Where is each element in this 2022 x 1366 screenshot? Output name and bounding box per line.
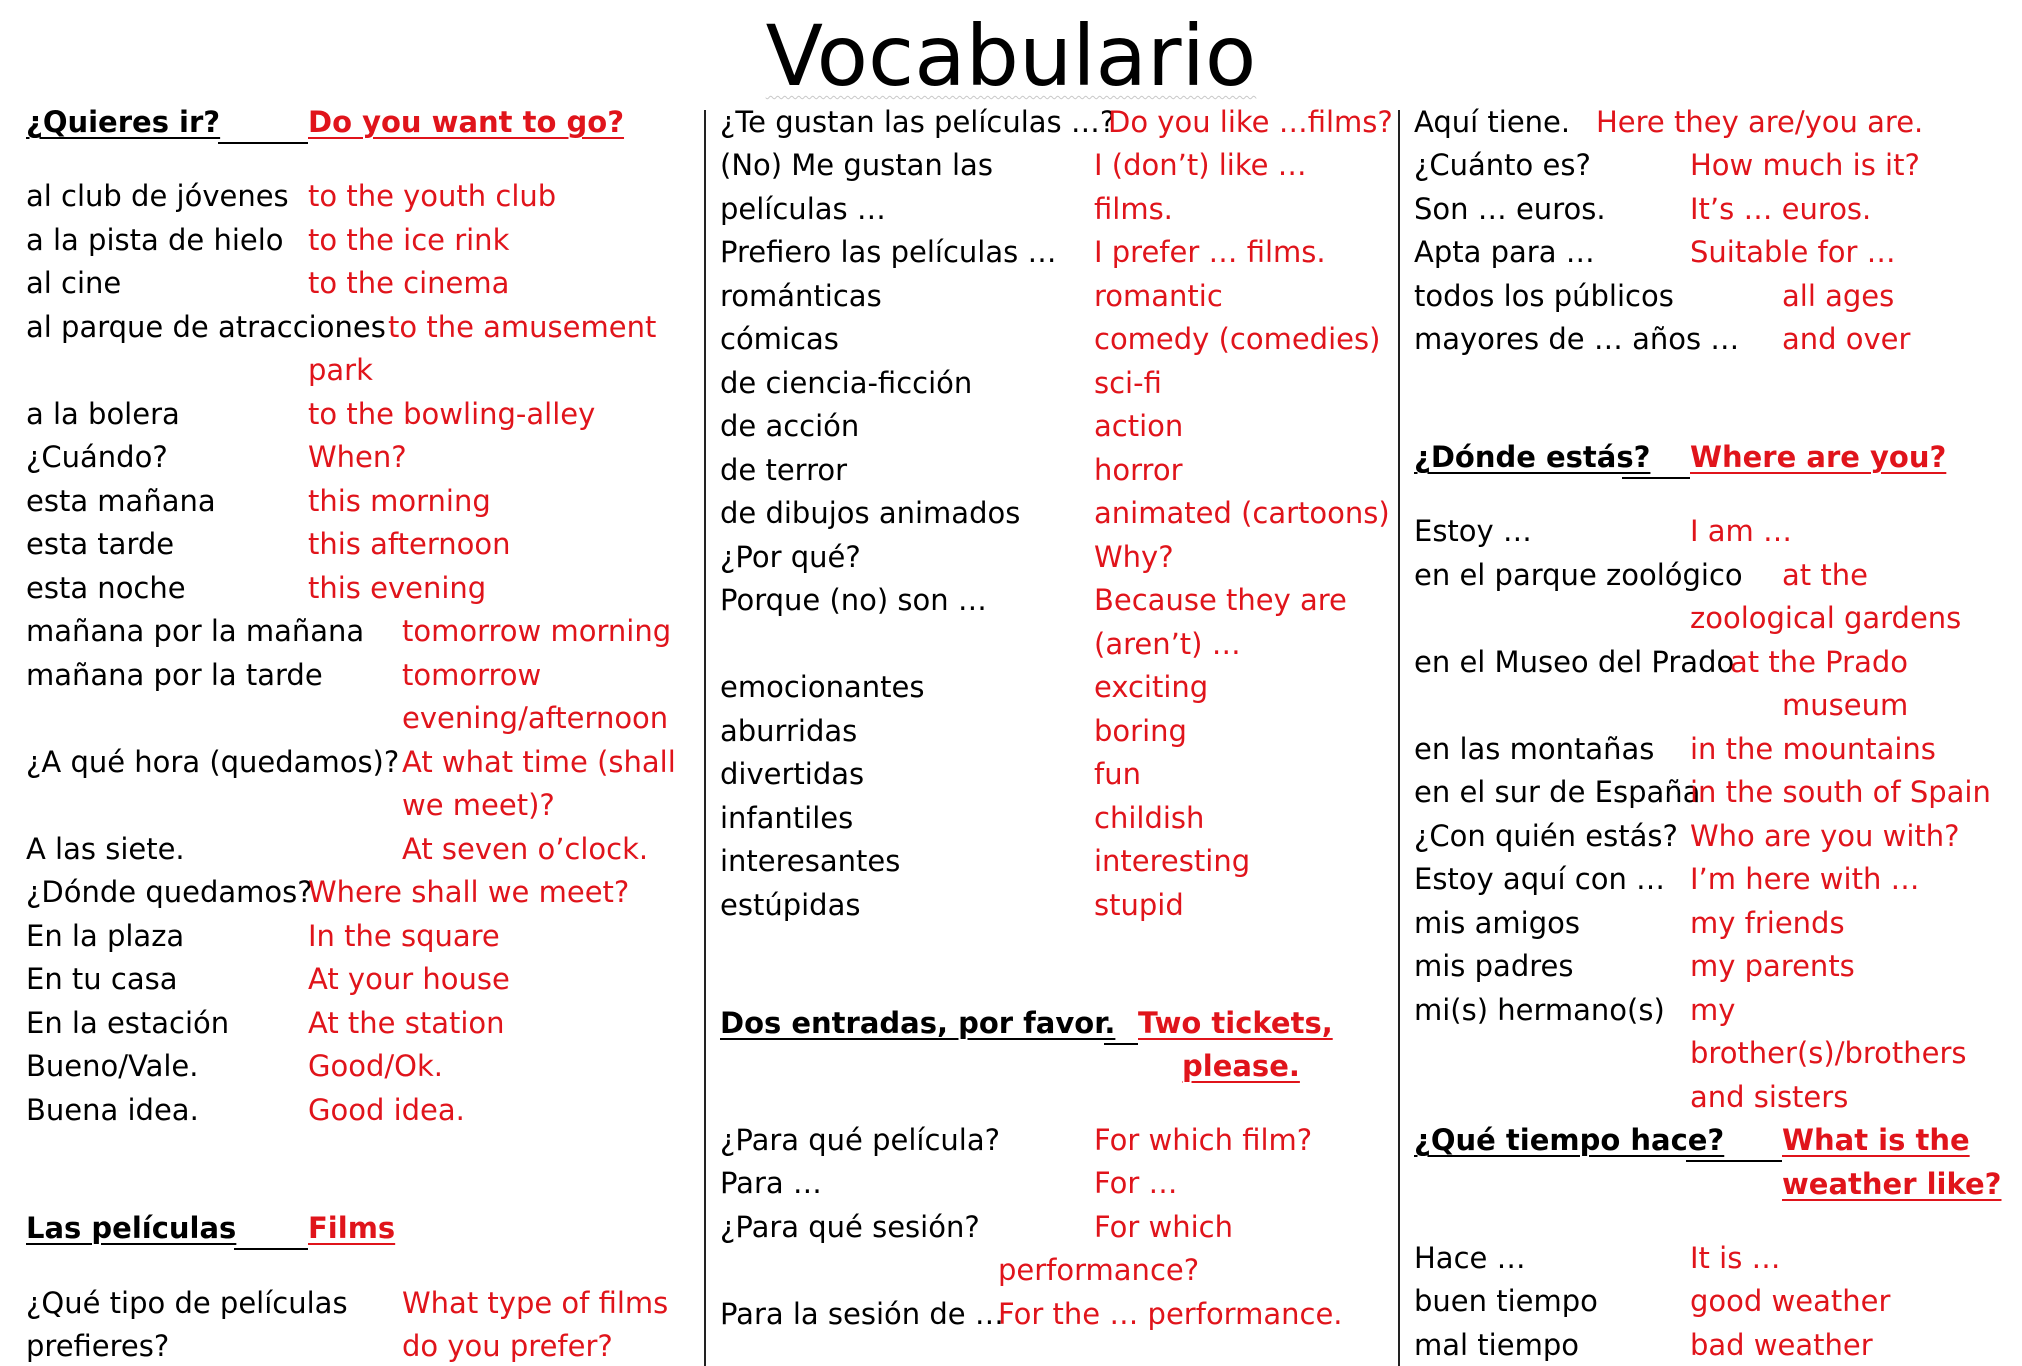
english-translation: evening/afternoon bbox=[402, 701, 669, 735]
english-translation: horror bbox=[1094, 453, 1183, 487]
spanish-term: aburridas bbox=[720, 714, 858, 748]
spanish-term: En la estación bbox=[26, 1006, 230, 1040]
spanish-term: mal tiempo bbox=[1414, 1328, 1579, 1362]
english-translation: How much is it? bbox=[1690, 148, 1920, 182]
heading-underline bbox=[1686, 1160, 1782, 1162]
spanish-term: películas … bbox=[720, 192, 886, 226]
spanish-term: al club de jóvenes bbox=[26, 179, 289, 213]
english-translation: and sisters bbox=[1690, 1080, 1849, 1114]
spanish-term: esta mañana bbox=[26, 484, 216, 518]
english-translation: we meet)? bbox=[402, 788, 555, 822]
english-translation: It is … bbox=[1690, 1241, 1781, 1275]
title-text: Vocabulario bbox=[765, 7, 1257, 105]
section-heading-english: Do you want to go? bbox=[308, 105, 625, 139]
spanish-term: al parque de atracciones bbox=[26, 310, 386, 344]
english-translation: do you prefer? bbox=[402, 1329, 613, 1363]
english-translation: comedy (comedies) bbox=[1094, 322, 1381, 356]
english-translation: boring bbox=[1094, 714, 1187, 748]
spanish-term: en el Museo del Prado bbox=[1414, 645, 1735, 679]
spanish-term: A las siete. bbox=[26, 832, 185, 866]
spanish-term: Son … euros. bbox=[1414, 192, 1606, 226]
section-heading-english: Two tickets, bbox=[1138, 1006, 1333, 1040]
spanish-term: ¿Qué tipo de películas bbox=[26, 1286, 348, 1320]
english-translation: Good/Ok. bbox=[308, 1049, 443, 1083]
english-translation: in the south of Spain bbox=[1690, 775, 1991, 809]
english-translation: Who are you with? bbox=[1690, 819, 1960, 853]
english-translation: this afternoon bbox=[308, 527, 511, 561]
english-translation: to the amusement bbox=[388, 310, 657, 344]
english-translation: romantic bbox=[1094, 279, 1223, 313]
heading-underline bbox=[1104, 1043, 1138, 1045]
spanish-term: en el sur de España bbox=[1414, 775, 1701, 809]
spanish-term: Para la sesión de … bbox=[720, 1297, 1004, 1331]
spanish-term: ¿Para qué sesión? bbox=[720, 1210, 980, 1244]
spanish-term: Apta para … bbox=[1414, 235, 1595, 269]
english-translation: park bbox=[308, 353, 373, 387]
page-title bbox=[0, 6, 2022, 106]
spanish-term: En la plaza bbox=[26, 919, 185, 953]
spanish-term: de acción bbox=[720, 409, 860, 443]
spanish-term: En tu casa bbox=[26, 962, 178, 996]
spanish-term: Porque (no) son … bbox=[720, 583, 987, 617]
spanish-term: buen tiempo bbox=[1414, 1284, 1598, 1318]
spanish-term: esta noche bbox=[26, 571, 186, 605]
spanish-term: Aquí tiene. bbox=[1414, 105, 1571, 139]
heading-underline bbox=[1622, 477, 1690, 479]
spanish-term: ¿A qué hora (quedamos)? bbox=[26, 745, 400, 779]
english-translation: to the cinema bbox=[308, 266, 510, 300]
spanish-term: mis padres bbox=[1414, 949, 1574, 983]
spanish-term: cómicas bbox=[720, 322, 839, 356]
spanish-term: ¿Te gustan las películas …? bbox=[720, 105, 1116, 139]
spanish-term: ¿Cuándo? bbox=[26, 440, 168, 474]
spanish-term: mañana por la mañana bbox=[26, 614, 365, 648]
english-translation: Do you like …films? bbox=[1108, 105, 1393, 139]
english-translation: this evening bbox=[308, 571, 487, 605]
english-translation: bad weather bbox=[1690, 1328, 1873, 1362]
english-translation: this morning bbox=[308, 484, 491, 518]
spanish-term: Hace … bbox=[1414, 1241, 1526, 1275]
english-translation: tomorrow bbox=[402, 658, 542, 692]
spanish-term: mi(s) hermano(s) bbox=[1414, 993, 1665, 1027]
spanish-term: ¿Por qué? bbox=[720, 540, 861, 574]
english-translation: Here they are/you are. bbox=[1596, 105, 1924, 139]
spanish-term: al cine bbox=[26, 266, 122, 300]
english-translation: at the Prado bbox=[1730, 645, 1908, 679]
spanish-term: prefieres? bbox=[26, 1329, 170, 1363]
english-translation: zoological gardens bbox=[1690, 601, 1962, 635]
spanish-term: mis amigos bbox=[1414, 906, 1580, 940]
section-heading-spanish: ¿Dónde estás? bbox=[1414, 440, 1651, 474]
spanish-term: ¿Dónde quedamos? bbox=[26, 875, 313, 909]
english-translation: fun bbox=[1094, 757, 1141, 791]
english-translation: films. bbox=[1094, 192, 1173, 226]
spanish-term: emocionantes bbox=[720, 670, 925, 704]
english-translation: animated (cartoons) bbox=[1094, 496, 1390, 530]
english-translation: tomorrow morning bbox=[402, 614, 672, 648]
spanish-term: interesantes bbox=[720, 844, 901, 878]
english-translation: In the square bbox=[308, 919, 500, 953]
english-translation: my friends bbox=[1690, 906, 1845, 940]
section-heading-english: please. bbox=[1182, 1049, 1300, 1083]
spanish-term: de terror bbox=[720, 453, 848, 487]
english-translation: childish bbox=[1094, 801, 1205, 835]
spanish-term: Prefiero las películas … bbox=[720, 235, 1057, 269]
english-translation: For the … performance. bbox=[998, 1297, 1343, 1331]
spanish-term: a la bolera bbox=[26, 397, 180, 431]
english-translation: Suitable for … bbox=[1690, 235, 1896, 269]
english-translation: to the bowling-alley bbox=[308, 397, 596, 431]
section-heading-english: Films bbox=[308, 1211, 396, 1245]
english-translation: Where shall we meet? bbox=[308, 875, 630, 909]
english-translation: exciting bbox=[1094, 670, 1209, 704]
spanish-term: esta tarde bbox=[26, 527, 175, 561]
spanish-term: ¿Cuánto es? bbox=[1414, 148, 1591, 182]
english-translation: It’s … euros. bbox=[1690, 192, 1872, 226]
section-heading-english: Where are you? bbox=[1690, 440, 1947, 474]
section-heading-spanish: Dos entradas, por favor. bbox=[720, 1006, 1116, 1040]
english-translation: in the mountains bbox=[1690, 732, 1936, 766]
english-translation: I am … bbox=[1690, 514, 1793, 548]
spanish-term: todos los públicos bbox=[1414, 279, 1674, 313]
spanish-term: divertidas bbox=[720, 757, 865, 791]
english-translation: I prefer … films. bbox=[1094, 235, 1326, 269]
english-translation: (aren’t) … bbox=[1094, 627, 1241, 661]
spanish-term: ¿Con quién estás? bbox=[1414, 819, 1678, 853]
english-translation: performance? bbox=[998, 1253, 1200, 1287]
section-heading-spanish: ¿Qué tiempo hace? bbox=[1414, 1123, 1725, 1157]
spanish-term: Para … bbox=[720, 1166, 822, 1200]
english-translation: Why? bbox=[1094, 540, 1174, 574]
spanish-term: románticas bbox=[720, 279, 882, 313]
english-translation: and over bbox=[1782, 322, 1911, 356]
english-translation: For which bbox=[1094, 1210, 1234, 1244]
english-translation: At what time (shall bbox=[402, 745, 676, 779]
english-translation: good weather bbox=[1690, 1284, 1891, 1318]
english-translation: For which film? bbox=[1094, 1123, 1313, 1157]
english-translation: sci-fi bbox=[1094, 366, 1162, 400]
spanish-term: mañana por la tarde bbox=[26, 658, 323, 692]
spanish-term: Estoy aquí con … bbox=[1414, 862, 1666, 896]
spanish-term: Bueno/Vale. bbox=[26, 1049, 199, 1083]
english-translation: brother(s)/brothers bbox=[1690, 1036, 1967, 1070]
english-translation: action bbox=[1094, 409, 1184, 443]
spanish-term: Estoy … bbox=[1414, 514, 1532, 548]
english-translation: When? bbox=[308, 440, 407, 474]
english-translation: stupid bbox=[1094, 888, 1184, 922]
spanish-term: Buena idea. bbox=[26, 1093, 199, 1127]
spanish-term: a la pista de hielo bbox=[26, 223, 284, 257]
english-translation: At seven o’clock. bbox=[402, 832, 649, 866]
section-heading-english: What is the bbox=[1782, 1123, 1970, 1157]
english-translation: I’m here with … bbox=[1690, 862, 1920, 896]
english-translation: my parents bbox=[1690, 949, 1855, 983]
spanish-term: de ciencia-ficción bbox=[720, 366, 973, 400]
english-translation: interesting bbox=[1094, 844, 1251, 878]
spanish-term: de dibujos animados bbox=[720, 496, 1021, 530]
english-translation: At your house bbox=[308, 962, 510, 996]
section-heading-spanish: Las películas bbox=[26, 1211, 237, 1245]
english-translation: At the station bbox=[308, 1006, 505, 1040]
spanish-term: ¿Para qué película? bbox=[720, 1123, 1001, 1157]
heading-underline bbox=[218, 142, 308, 144]
spanish-term: en el parque zoológico bbox=[1414, 558, 1743, 592]
spanish-term: mayores de … años … bbox=[1414, 322, 1740, 356]
heading-underline bbox=[234, 1248, 308, 1250]
english-translation: Good idea. bbox=[308, 1093, 465, 1127]
column-divider-2 bbox=[1398, 110, 1400, 1366]
english-translation: to the youth club bbox=[308, 179, 557, 213]
english-translation: at the bbox=[1782, 558, 1868, 592]
english-translation: to the ice rink bbox=[308, 223, 510, 257]
english-translation: Because they are bbox=[1094, 583, 1347, 617]
spanish-term: en las montañas bbox=[1414, 732, 1655, 766]
english-translation: my bbox=[1690, 993, 1736, 1027]
section-heading-english: weather like? bbox=[1782, 1167, 2002, 1201]
english-translation: What type of films bbox=[402, 1286, 669, 1320]
english-translation: I (don’t) like … bbox=[1094, 148, 1307, 182]
spanish-term: (No) Me gustan las bbox=[720, 148, 993, 182]
english-translation: all ages bbox=[1782, 279, 1895, 313]
column-divider-1 bbox=[704, 110, 706, 1366]
english-translation: museum bbox=[1782, 688, 1909, 722]
english-translation: For … bbox=[1094, 1166, 1178, 1200]
spanish-term: infantiles bbox=[720, 801, 854, 835]
spanish-term: estúpidas bbox=[720, 888, 861, 922]
section-heading-spanish: ¿Quieres ir? bbox=[26, 105, 221, 139]
